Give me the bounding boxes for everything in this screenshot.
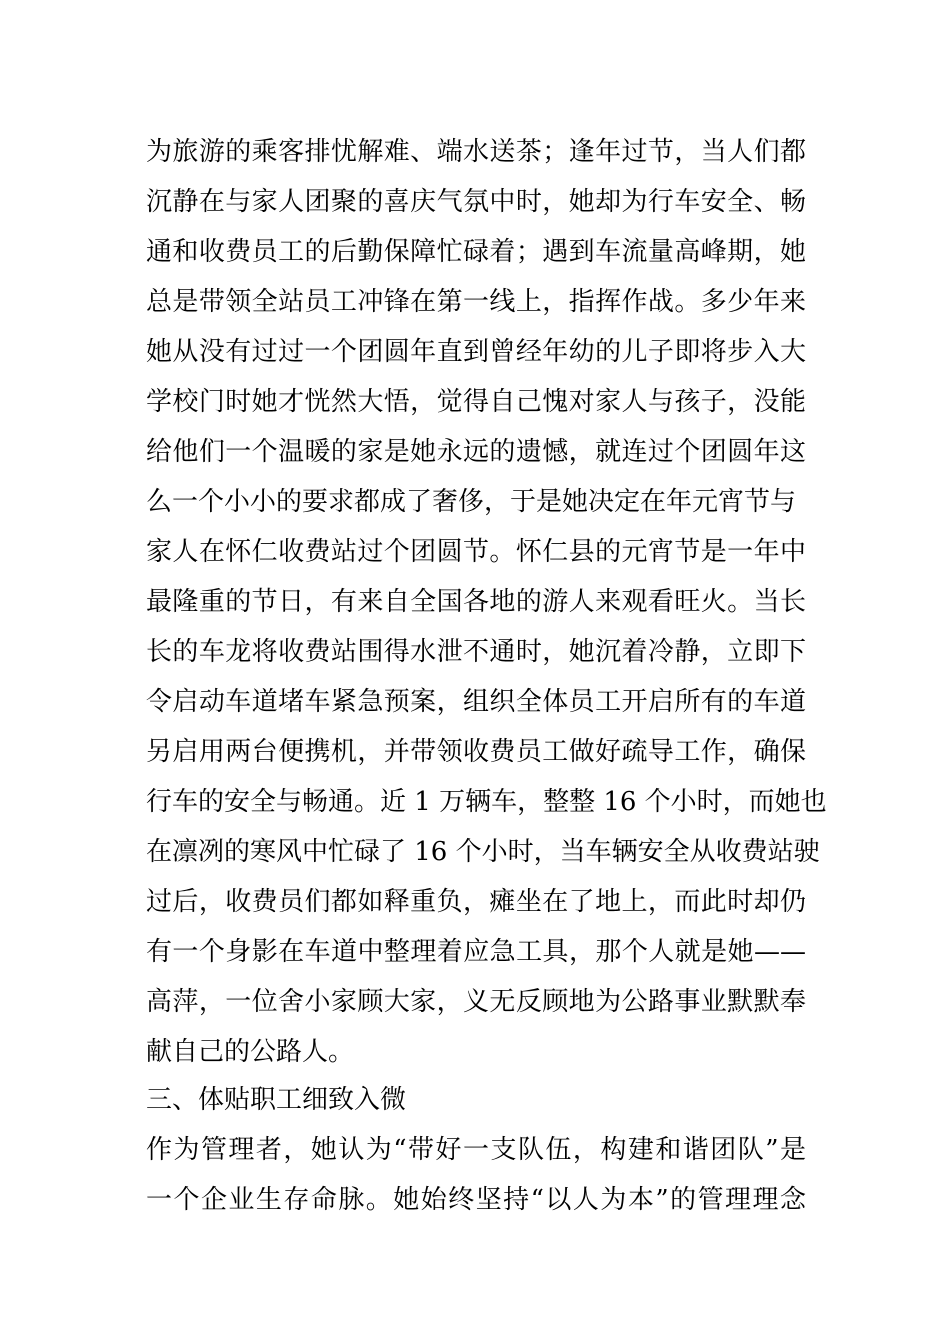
text-line: 过后，收费员们都如释重负，瘫坐在了地上，而此时却仍 [146, 887, 806, 917]
text-line: 沉静在与家人团聚的喜庆气氛中时，她却为行车安全、畅 [146, 187, 806, 217]
text-line: 高萍，一位舍小家顾大家，义无反顾地为公路事业默默奉 [146, 987, 806, 1017]
text-line: 另启用两台便携机，并带领收费员工做好疏导工作，确保 [146, 737, 806, 767]
section-heading: 三、体贴职工细致入微 [146, 1085, 407, 1115]
text-line: 长的车龙将收费站围得水泄不通时，她沉着冷静，立即下 [146, 637, 806, 667]
text-line: 为旅游的乘客排忧解难、端水送茶；逢年过节，当人们都 [146, 137, 806, 167]
text-line: 令启动车道堵车紧急预案，组织全体员工开启所有的车道 [146, 687, 806, 717]
text-line: 学校门时她才恍然大悟，觉得自己愧对家人与孩子，没能 [146, 387, 806, 417]
text-line: 献自己的公路人。 [146, 1037, 355, 1067]
text-line: 一个企业生存命脉。她始终坚持“以人为本”的管理理念 [146, 1185, 806, 1215]
text-line: 通和收费员工的后勤保障忙碌着；遇到车流量高峰期，她 [146, 237, 806, 267]
text-line: 给他们一个温暖的家是她永远的遗憾，就连过个团圆年这 [146, 437, 806, 467]
text-line: 她从没有过过一个团圆年直到曾经年幼的儿子即将步入大 [146, 337, 806, 367]
text-line: 在凛冽的寒风中忙碌了 16 个小时，当车辆安全从收费站驶 [146, 837, 820, 867]
text-line: 么一个小小的要求都成了奢侈，于是她决定在年元宵节与 [146, 487, 797, 517]
text-line: 作为管理者，她认为“带好一支队伍，构建和谐团队”是 [146, 1135, 806, 1165]
text-line: 家人在怀仁收费站过个团圆节。怀仁县的元宵节是一年中 [146, 537, 806, 567]
text-line: 行车的安全与畅通。近 1 万辆车，整整 16 个小时，而她也 [146, 787, 827, 817]
text-line: 最隆重的节日，有来自全国各地的游人来观看旺火。当长 [146, 587, 806, 617]
text-line: 有一个身影在车道中整理着应急工具，那个人就是她—— [146, 937, 806, 967]
text-line: 总是带领全站员工冲锋在第一线上，指挥作战。多少年来 [146, 287, 806, 317]
